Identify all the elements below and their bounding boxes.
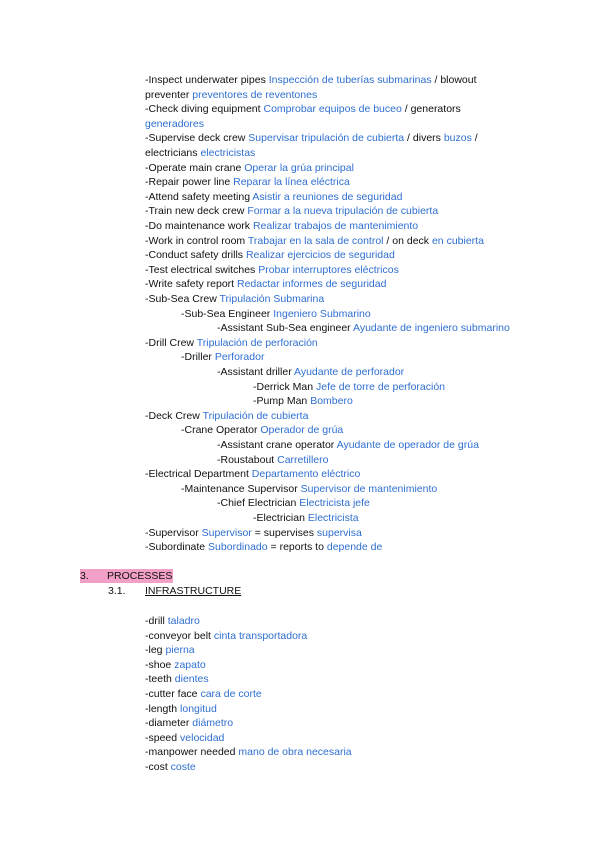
english-term: -Drill Crew [145, 336, 197, 349]
english-term: -teeth [145, 673, 175, 686]
vocab-line [145, 540, 382, 554]
spanish-translation: Operador de grúa [260, 424, 344, 437]
spanish-translation: cara de corte [200, 688, 262, 700]
english-term: -Sub-Sea Crew [145, 293, 220, 305]
infrastructure-item [145, 716, 233, 730]
spanish-translation: dientes [174, 673, 209, 686]
spanish-translation: Realizar trabajos de mantenimiento [252, 220, 419, 232]
section-heading [80, 569, 173, 583]
vocab-line [181, 482, 437, 496]
spanish-translation: Ayudante de perforador [294, 366, 405, 378]
spanish-translation: Ayudante de ingeniero submarino [353, 322, 510, 335]
english-term: -Assistant driller [217, 366, 295, 378]
spanish-translation: Realizar ejercicios de seguridad [245, 249, 395, 262]
vocab-line [145, 526, 362, 540]
vocab-line [145, 88, 317, 102]
vocab-line [145, 175, 350, 189]
spanish-translation: Jefe de torre de perforación [316, 380, 446, 393]
spanish-translation: Supervisar tripulación de cubierta [248, 132, 405, 145]
infrastructure-item [145, 658, 206, 672]
vocab-line [217, 453, 328, 467]
spanish-translation: en cubierta [431, 234, 484, 247]
vocab-line [181, 307, 371, 321]
vocab-line [253, 380, 445, 394]
english-term: / divers [404, 132, 444, 145]
english-term: -manpower needed [145, 746, 239, 759]
spanish-translation: Tripulación Submarina [219, 293, 325, 305]
spanish-translation: Tripulación de perforación [196, 336, 318, 349]
subsection-heading [108, 584, 241, 598]
vocab-line [145, 102, 461, 116]
infrastructure-item [145, 745, 352, 759]
spanish-translation: pierna [165, 644, 195, 657]
spanish-translation: Perforador [214, 351, 265, 364]
spanish-translation: Trabajar en la sala de control [247, 234, 384, 247]
vocab-line [145, 161, 354, 175]
vocab-line [253, 394, 353, 408]
infrastructure-item [145, 760, 196, 774]
vocab-line [145, 263, 399, 277]
english-term: -Sub-Sea Engineer [181, 307, 274, 320]
spanish-translation: Ingeniero Submarino [273, 307, 371, 320]
spanish-translation: Probar interruptores eléctricos [258, 263, 399, 276]
english-term: -cost [145, 761, 171, 773]
vocab-line [145, 248, 395, 262]
infrastructure-item [145, 643, 195, 657]
english-term: / [471, 132, 478, 145]
infrastructure-item [145, 731, 224, 745]
english-term: -Crane Operator [181, 424, 261, 437]
english-term: -Chief Electrician [217, 497, 300, 510]
english-term: -Train new deck crew [145, 205, 248, 218]
section-number: 3. [80, 570, 89, 582]
english-term: -Electrician [253, 512, 308, 524]
english-term: -Pump Man [253, 395, 311, 408]
vocab-line [145, 204, 438, 218]
spanish-translation: preventores de reventones [192, 88, 318, 101]
vocab-line [145, 117, 204, 131]
vocab-line [145, 234, 484, 248]
english-term: = reports to [267, 541, 327, 554]
english-term: -Work in control room [145, 234, 248, 247]
english-term: -Derrick Man [253, 380, 317, 393]
spanish-translation: diámetro [192, 717, 234, 730]
english-term: -leg [145, 644, 166, 657]
spanish-translation: Carretillero [277, 453, 329, 466]
spanish-translation: Reparar la línea eléctrica [233, 176, 350, 189]
spanish-translation: buzos [443, 132, 472, 145]
vocab-line [145, 146, 255, 160]
vocab-line [217, 496, 370, 510]
spanish-translation: coste [170, 761, 196, 773]
english-term: -cutter face [145, 688, 201, 700]
spanish-translation: Comprobar equipos de buceo [263, 103, 402, 116]
vocab-line [145, 292, 324, 306]
english-term: -length [145, 702, 181, 715]
infrastructure-item [145, 614, 200, 628]
english-term: -Assistant crane operator [217, 439, 337, 451]
spanish-translation: Redactar informes de seguridad [237, 278, 387, 291]
spanish-translation: Subordinado [208, 541, 268, 554]
spanish-translation: Asistir a reuniones de seguridad [252, 190, 403, 203]
english-term: -Do maintenance work [145, 220, 253, 232]
vocab-line [145, 277, 386, 291]
english-term: -drill [145, 615, 168, 627]
english-term: / blowout [431, 74, 477, 86]
english-term: -speed [145, 731, 181, 744]
english-term: electricians [145, 147, 201, 159]
english-term: preventer [145, 88, 193, 101]
english-term: -Roustabout [217, 453, 278, 466]
spanish-translation: taladro [167, 615, 200, 627]
vocab-line [145, 131, 478, 145]
vocab-line [145, 219, 418, 233]
spanish-translation: Formar a la nueva tripulación de cubierta [247, 205, 439, 218]
spanish-translation: Supervisor de mantenimiento [300, 482, 438, 495]
english-term: -Write safety report [145, 278, 237, 291]
vocab-line [145, 190, 402, 204]
infrastructure-item [145, 702, 217, 716]
english-term: -Supervisor [145, 526, 202, 539]
spanish-translation: Electricista [307, 512, 359, 524]
subsection-number: 3.1. [108, 585, 126, 597]
vocab-line [145, 409, 308, 423]
english-term: -Driller [181, 351, 215, 364]
english-term: -Conduct safety drills [145, 249, 246, 262]
english-term: -Supervise deck crew [145, 132, 249, 145]
vocab-line [217, 365, 404, 379]
vocab-line [253, 511, 359, 525]
spanish-translation: Supervisor [201, 526, 252, 539]
english-term: -conveyor belt [145, 629, 214, 642]
english-term: -shoe [145, 658, 175, 671]
section-title: PROCESSES [107, 570, 173, 582]
spanish-translation: Bombero [310, 395, 353, 408]
english-term: -Deck Crew [145, 409, 203, 422]
spanish-translation: electricistas [200, 147, 256, 159]
vocab-line [145, 336, 318, 350]
spanish-translation: depende de [326, 541, 383, 554]
english-term: -Maintenance Supervisor [181, 482, 301, 495]
infrastructure-item [145, 629, 307, 643]
spanish-translation: cinta transportadora [213, 629, 308, 642]
spanish-translation: Tripulación de cubierta [202, 409, 309, 422]
vocab-line [217, 438, 479, 452]
english-term: -Subordinate [145, 541, 209, 554]
spanish-translation: mano de obra necesaria [238, 746, 352, 759]
spanish-translation: supervisa [316, 526, 362, 539]
english-term: -Operate main crane [145, 161, 245, 174]
vocab-line [181, 423, 343, 437]
english-term: -Test electrical switches [145, 263, 259, 276]
spanish-translation: Electricista jefe [299, 497, 370, 510]
english-term: -Electrical Department [145, 468, 252, 481]
english-term: -diameter [145, 717, 193, 730]
spanish-translation: velocidad [180, 731, 225, 744]
vocab-line [181, 350, 264, 364]
english-term: = supervises [251, 526, 317, 539]
vocab-line [217, 321, 510, 335]
spanish-translation: generadores [145, 117, 204, 130]
english-term: -Attend safety meeting [145, 190, 253, 203]
spanish-translation: zapato [174, 658, 206, 671]
spanish-translation: Operar la grúa principal [244, 161, 354, 174]
spanish-translation: Ayudante de operador de grúa [336, 439, 479, 451]
english-term: -Inspect underwater pipes [145, 74, 269, 86]
infrastructure-item [145, 672, 209, 686]
spanish-translation: longitud [180, 702, 217, 715]
spanish-translation: Inspección de tuberías submarinas [268, 74, 432, 86]
vocab-line [145, 73, 477, 87]
english-term: / generators [401, 103, 461, 116]
english-term: -Repair power line [145, 176, 234, 189]
infrastructure-item [145, 687, 262, 701]
vocab-line [145, 467, 360, 481]
english-term: / on deck [383, 234, 432, 247]
english-term: -Check diving equipment [145, 103, 264, 116]
subsection-title: INFRASTRUCTURE [145, 585, 242, 597]
spanish-translation: Departamento eléctrico [251, 468, 361, 481]
english-term: -Assistant Sub-Sea engineer [217, 322, 353, 335]
